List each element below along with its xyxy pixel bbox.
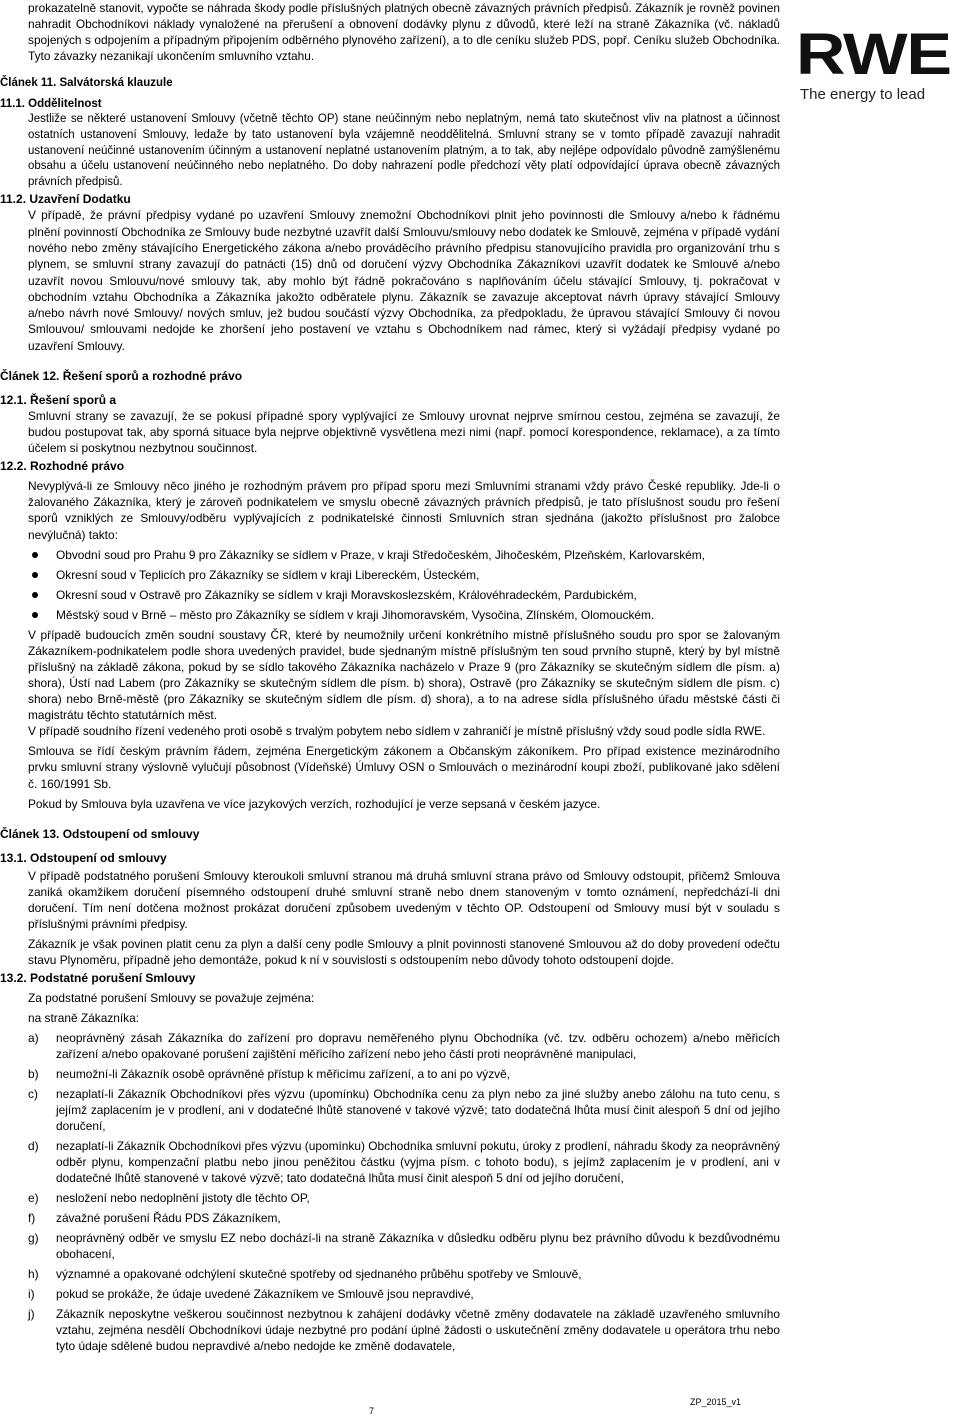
bullet-icon	[32, 572, 38, 578]
section-12-2-text: Nevyplývá-li ze Smlouvy něco jiného je rozhodným právem pro případ sporu mezi Smluvními stranami vždy právo České republiky. Jde-li o žalovaného Zákazníka, který je zároveň podnikatelem ve smyslu obecně závazných právních předpisů, je tato příslušnost soudu pro řešení sporů vzniklých ze Smlouvy/odběru vyplývajících z podnikatelské činnosti Smluvních stran sjednána (jakožto příslušnost pro žalobce nevýlučná) takto:	[28, 479, 780, 542]
list-item-label: g)	[28, 1231, 39, 1246]
court-list	[0, 547, 780, 623]
list-item-text: nezaplatí-li Zákazník Obchodníkovi přes výzvu (upomínku) Obchodníka smluvní pokutu, úroky z prodlení, náhradu škody za neoprávněný odběr plynu, kompenzační platbu nebo jinou peněžitou částku (vyjma písm. c tohoto bodu), s jejímž zaplacením je v prodlení, ani v dodatečné lhůtě stanovené v takové výzvě; tato dodatečná lhůta musí činit alespoň 5 dní od jejího doručení,	[56, 1139, 780, 1186]
list-item-text: neumožní-li Zákazník osobě oprávněné přístup k měřicímu zařízení, a to ani po výzvě,	[56, 1067, 511, 1082]
list-item-text: nesložení nebo nedoplnění jistoty dle těchto OP,	[56, 1191, 310, 1206]
list-item-text: Městský soud v Brně – město pro Zákazníky se sídlem v kraji Jihomoravském, Vysočina, Zlínském, Olomouckém.	[56, 607, 655, 622]
list-item-label: a)	[28, 1031, 39, 1046]
section-11-2-text: V případě, že právní předpisy vydané po uzavření Smlouvy znemožní Obchodníkovi plnit jeho povinnosti dle Smlouvy a/nebo k řádnému plnění povinností Obchodníka ze Smlouvy bude nezbytné uzavřít další Smlouvu/smlouvy nebo dodatek ke Smlouvě, zejména v případě vydání nového nebo změny stávajícího Energetického zákona a/nebo prováděcího právního předpisu stanovujícího pravidla pro organizování trhu s plynem, se smluvní strany zavazují do patnácti (15) dnů od doručení výzvy Obchodníka Zákazníkovi uzavřít dodatek ke Smlouvě a/nebo uzavřít novou Smlouvu/nové smlouvy tak, aby mohlo být řádně pokračováno s naplňováním účelu stávající Smlouvy, tj. pokračovat v obchodním vztahu Obchodníka a Zákazníka jakožto odběratele plynu. Zákazník se zavazuje akceptovat návrh úpravy stávající Smlouvy a/nebo návrh nové Smlouvy/ nových smluv, jež budou součástí výzvy Obchodníka, za předpokladu, že úpravou stávající Smlouvy či novou Smlouvou/ smlouvami nedojde ke zhoršení jeho postavení ve vztahu s Obchodníkem nad rámec, který si vyžádají předpisy vydané po uzavření Smlouvy.	[28, 208, 780, 353]
list-item-label: i)	[28, 1287, 35, 1302]
list-item-text: Okresní soud v Teplicích pro Zákazníky se sídlem v kraji Libereckém, Ústeckém,	[56, 567, 480, 582]
section-12-2-title: 12.2. Rozhodné právo	[0, 459, 125, 474]
document-id: ZP_2015_v1	[690, 1397, 742, 1407]
logo-tagline: The energy to lead	[800, 86, 926, 103]
list-item-label: c)	[28, 1087, 38, 1102]
section-13-1-title: 13.1. Odstoupení od smlouvy	[0, 850, 167, 865]
list-item	[0, 1190, 780, 1206]
section-12-1-text: Smluvní strany se zavazují, že se pokusí případné spory vyplývající ze Smlouvy urovnat nejprve smírnou cestou, zejména se zavazují, že budou postupovat tak, aby sporná situace byla nejprve objektivně vysvětlena mezi nimi (např. pomocí korespondence, reklamace), a za tímto účelem si poskytnou nezbytnou součinnost.	[28, 409, 780, 456]
list-item-text: Obvodní soud pro Prahu 9 pro Zákazníky se sídlem v Praze, v kraji Středočeském, Jihočeském, Plzeňském, Karlovarském,	[56, 547, 705, 562]
list-item-text: významné a opakované odchýlení skutečné spotřeby od sjednaného průběhu spotřeby ve Smlouvě,	[56, 1267, 582, 1282]
list-item-text: Okresní soud v Ostravě pro Zákazníky se sídlem v kraji Moravskoslezském, Královéhradeckém, Pardubickém,	[56, 587, 637, 602]
intro-paragraph: prokazatelně stanovit, vypočte se náhrada škody podle příslušných platných obecně závazných právních předpisů. Zákazník je rovněž povinen nahradit Obchodníkovi náklady vynaložené na přerušení a obnovení dodávky plynu z důvodů, které leží na straně Zákazníka (vč. nákladů spojených s odpojením a případným připojením odběrného plynového zařízení), a to dle ceníku služeb PDS, popř. Ceníku služeb Obchodníka. Tyto závazky nezanikají ukončením smluvního vztahu.	[28, 1, 780, 64]
list-item	[0, 1230, 780, 1262]
section-13-2-subhead: na straně Zákazníka:	[28, 1011, 140, 1026]
list-item	[0, 547, 780, 563]
list-item-label: f)	[28, 1211, 36, 1226]
list-item-text: Zákazník neposkytne veškerou součinnost nezbytnou k zahájení dodávky včetně změny dodavatele na základě uzavřeného smluvního vztahu, zejména nesdělí Obchodníkovi údaje nezbytné pro podání úplné žádosti o uskutečnění změny dodavatele u operátora trhu nebo tyto údaje sdělené budou nepravdivé a/nebo nedojde ke změně dodavatele,	[56, 1307, 780, 1354]
list-item-label: e)	[28, 1191, 39, 1206]
section-12-2-paragraph: V případě soudního řízení vedeného proti osobě s trvalým pobytem nebo sídlem v zahraničí je místně příslušný vždy soud podle sídla RWE.	[28, 724, 766, 739]
section-12-2-paragraph: Smlouva se řídí českým právním řádem, zejména Energetickým zákonem a Občanským zákoníkem. Pro případ existence mezinárodního prvku smluvní strany výslovně vylučují působnost (Vídeňské) Úmluvy OSN o Smlouvách o mezinárodní koupi zboží, publikované jako sdělení č. 160/1991 Sb.	[28, 744, 780, 791]
rwe-logo	[796, 22, 956, 103]
list-item	[0, 1266, 780, 1282]
list-item-text: nezaplatí-li Zákazník Obchodníkovi přes výzvu (upomínku) Obchodníka cenu za plyn nebo za jiné služby anebo zálohu na tuto cenu, s jejímž zaplacením je v prodlení, ani v dodatečné lhůtě stanovené v takové výzvě; tato dodatečná lhůta musí činit alespoň 5 dní od jejího doručení,	[56, 1087, 780, 1134]
list-item-label: d)	[28, 1139, 39, 1154]
article-13-title: Článek 13. Odstoupení od smlouvy	[0, 826, 200, 841]
article-11-title: Článek 11. Salvátorská klauzule	[0, 77, 173, 90]
section-13-2-title: 13.2. Podstatné porušení Smlouvy	[0, 971, 196, 986]
breach-list	[0, 1030, 780, 1354]
section-12-1-title: 12.1. Řešení sporů a	[0, 393, 117, 408]
section-13-1-text: V případě podstatného porušení Smlouvy kteroukoli smluvní stranou má druhá smluvní strana právo od Smlouvy odstoupit, přičemž Smlouva zaniká okamžikem doručení písemného odstoupení druhé smluvní straně nebo dnem stanoveným v tomto oznámení, nepředchází-li dni doručení. Tím není dotčena možnost prokázat doručení způsobem uvedeným v těchto OP. Odstoupení od Smlouvy musí být v souladu s příslušnými právními předpisy.	[28, 868, 780, 931]
bullet-icon	[32, 612, 38, 618]
list-item	[0, 607, 780, 623]
list-item	[0, 1286, 780, 1302]
section-11-2-title: 11.2. Uzavření Dodatku	[0, 192, 131, 207]
logo-wordmark: RWE	[796, 22, 951, 87]
list-item	[0, 1086, 780, 1134]
list-item	[0, 587, 780, 603]
list-item	[0, 1030, 780, 1062]
section-13-2-intro: Za podstatné porušení Smlouvy se považuje zejména:	[28, 991, 315, 1006]
list-item	[0, 1138, 780, 1186]
list-item	[0, 567, 780, 583]
article-12-title: Článek 12. Řešení sporů a rozhodné právo	[0, 369, 243, 384]
list-item-label: h)	[28, 1267, 39, 1282]
section-12-2-paragraph: Pokud by Smlouva byla uzavřena ve více jazykových verzích, rozhodující je verze sepsaná v českém jazyce.	[28, 796, 601, 811]
bullet-icon	[32, 592, 38, 598]
list-item	[0, 1306, 780, 1354]
list-item-text: neoprávněný odběr ve smyslu EZ nebo dochází-li na straně Zákazníka v důsledku odběru plynu bez právního důvodu k bezdůvodnému obohacení,	[56, 1231, 780, 1262]
bullet-icon	[32, 552, 38, 558]
list-item-text: závažné porušení Řádu PDS Zákazníkem,	[56, 1211, 281, 1226]
section-11-1-text: Jestliže se některé ustanovení Smlouvy (včetně těchto OP) stane neúčinným nebo neplatným, nemá tato skutečnost vliv na platnost a účinnost ostatních ustanovení Smlouvy, ledaže by tato ustanovení byla vzájemně neoddělitelná. Smluvní strany se v tomto případě zavazují nahradit ustanovení neúčinné ustanovením účinným a ustanovení neplatné ustanovením platným, a to tak, aby nejlépe odpovídalo původně zamýšlenému obsahu a účelu ustanovení neúčinného nebo neplatného. Do doby nahrazení podle předchozí věty platí odpovídající úprava obecně závazných právních předpisů.	[28, 113, 780, 188]
section-12-2-paragraph: V případě budoucích změn soudní soustavy ČR, které by neumožnily určení konkrétního místně příslušného soudu pro spor se žalovaným Zákazníkem-podnikatelem podle shora uvedených pravidel, bude sjednaným místně příslušným ten soud prvního stupně, který by byl místně příslušný na základě zákona, pokud by se sídlo takového Zákazníka nacházelo v Praze 9 (pro Zákazníky se skutečným sídlem dle písm. a) shora), Ústí nad Labem (pro Zákazníky se skutečným sídlem dle písm. b) shora), Ostravě (pro Zákazníky se skutečným sídlem dle písm. c) shora) nebo Brně-městě (pro Zákazníky se skutečným sídlem dle písm. d) shora), a to na adrese sídla příslušného úřadu městské části či magistrátu těchto statutárních měst.	[28, 627, 780, 723]
list-item	[0, 1210, 780, 1226]
list-item	[0, 1066, 780, 1082]
list-item-text: pokud se prokáže, že údaje uvedené Zákazníkem ve Smlouvě jsou nepravdivé,	[56, 1287, 474, 1302]
list-item-text: neoprávněný zásah Zákazníka do zařízení pro dopravu neměřeného plynu Obchodníka (vč. tzv. odběru ochozem) a/nebo měřicích zařízení a/nebo opakované porušení zajištění měřicího zařízení nebo jeho části proti neoprávněné manipulaci,	[56, 1031, 780, 1062]
section-11-1-title: 11.1. Oddělitelnost	[0, 98, 102, 111]
list-item-label: b)	[28, 1067, 39, 1082]
section-13-1-text: Zákazník je však povinen platit cenu za plyn a další ceny podle Smlouvy a plnit povinnosti stanovené Smlouvou až do doby provedení odečtu stavu Plynoměru, případně jeho demontáže, pokud k ní v souvislosti s odstoupením nebo důvody tohoto odstoupení dojde.	[28, 937, 780, 968]
page-number: 7	[369, 1406, 375, 1416]
list-item-label: j)	[28, 1307, 35, 1322]
